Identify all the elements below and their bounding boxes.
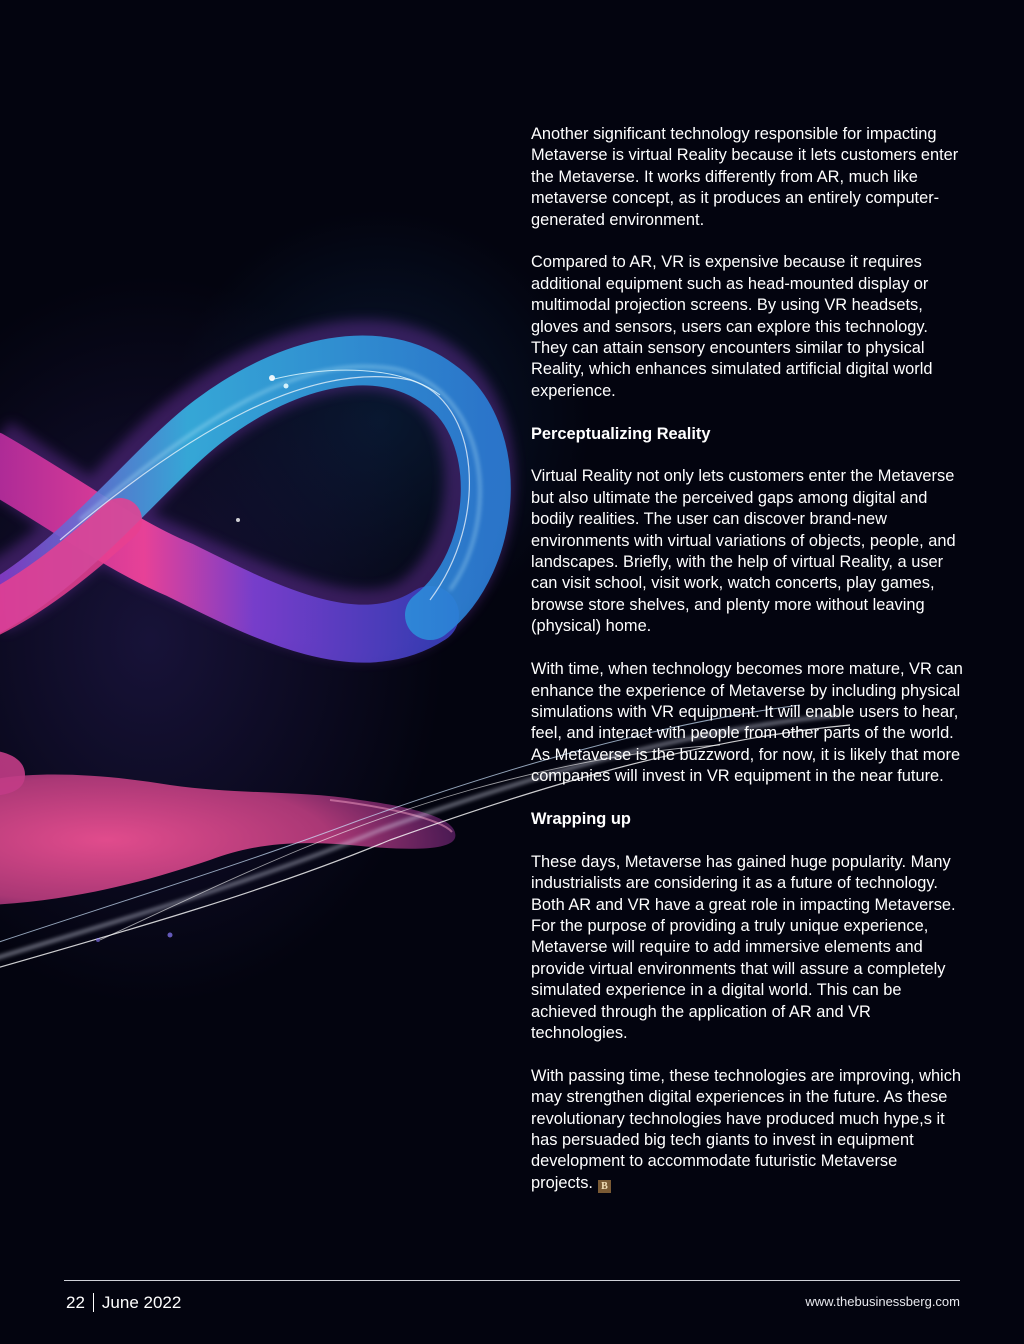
section-heading: Wrapping up xyxy=(531,809,631,828)
article-paragraph: Compared to AR, VR is expensive because it requires additional equipment such as head-mounted display or multimodal projection screens. By using VR headsets, gloves and sensors, users can explore this technology. They can attain sensory encounters similar to physical Reality, which enhances simulated artificial digital world experience. xyxy=(531,253,933,400)
footer-divider xyxy=(64,1280,960,1281)
article-paragraph: These days, Metaverse has gained huge popularity. Many industrialists are considering it as a future of technology. Both AR and VR have a great role in impacting Metaverse. For the purpose of providing a truly unique experience, Metaverse will require to add immersive elements and provide virtual environments that will assure a completely simulated experience in a digital world. This can be achieved through the application of AR and VR technologies. xyxy=(531,852,956,1042)
article-paragraph: With time, when technology becomes more mature, VR can enhance the experience of Metaverse by including physical simulations with VR equipment. It will enable users to hear, feel, and interact with people from other parts of the world. As Metaverse is the buzzword, for now, it is likely that more companies will invest in VR equipment in the near future. xyxy=(531,660,963,786)
website-url: www.thebusinessberg.com xyxy=(805,1294,960,1309)
footer-separator xyxy=(93,1293,94,1312)
article-paragraph-text: With passing time, these technologies are improving, which may strengthen digital experiences in the future. As these revolutionary technologies have produced much hype,s it has persuaded big tech giants to invest in equipment development to accommodate futuristic Metaverse projects. xyxy=(531,1066,962,1192)
article-body xyxy=(531,124,963,1216)
article-paragraph-last xyxy=(531,1066,963,1194)
article-paragraph: Another significant technology responsible for impacting Metaverse is virtual Reality because it lets customers enter the Metaverse. It works differently from AR, much like metaverse concept, as it produces an entirely computer-generated environment. xyxy=(531,125,959,229)
article-paragraph: Virtual Reality not only lets customers enter the Metaverse but also ultimate the perceived gaps among digital and bodily realities. The user can discover brand-new environments with virtual variations of objects, people, and landscapes. Briefly, with the help of virtual Reality, a user can visit school, visit work, watch concerts, play games, browse store shelves, and plenty more without leaving (physical) home. xyxy=(531,467,956,636)
publication-logo-icon: B xyxy=(598,1180,611,1193)
footer-page-info xyxy=(66,1293,181,1313)
section-heading: Perceptualizing Reality xyxy=(531,424,711,443)
page-number: 22 xyxy=(66,1293,85,1312)
issue-date: June 2022 xyxy=(101,1293,182,1312)
